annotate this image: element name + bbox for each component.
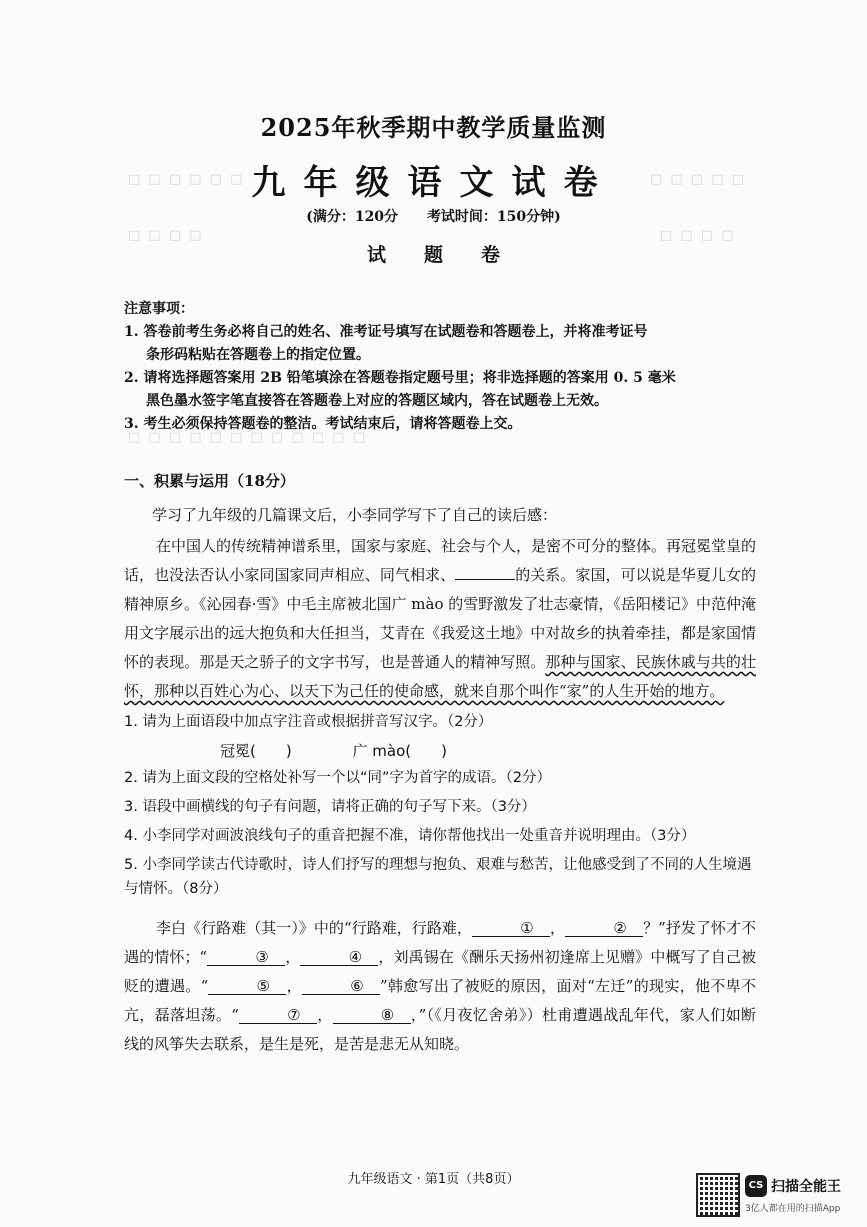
idiom-blank bbox=[455, 565, 515, 580]
qr-code-icon bbox=[696, 1173, 740, 1217]
fill-blank-4: ④ bbox=[300, 949, 378, 966]
note-item: 黑色墨水签字笔直接答在答题卷上对应的答题区域内，答在试题卷上无效。 bbox=[146, 393, 608, 409]
passage-intro: 学习了九年级的几篇课文后，小李同学写下了自己的读后感： bbox=[152, 506, 558, 524]
fill-blank-3: ③ bbox=[207, 949, 285, 966]
bleed-through-text: □ □ □ □ bbox=[128, 228, 204, 243]
q1-item-b: 广 mào( ) bbox=[352, 742, 447, 760]
passage-text: 的关系。家国，可以说是华夏儿女的精神原乡。《沁园春·雪》中毛主席被北国广 mào 的雪野激发了壮志豪情，《岳阳楼记》中范仲淹用文字展示出的远大抱负和大任担当，艾青在《我爱这土地》中对故乡的执着牵挂，都是家国情怀的表现。那是天之骄子的文字书写，也是普通人的精神写照。 bbox=[124, 566, 756, 671]
notes-heading: 注意事项： bbox=[124, 301, 194, 317]
poem-text: ，”（《月夜忆舍弟》）杜甫遭遇战乱年代，家人们如断线的风筝失去联系，是生是死，是苦是悲无从知晓。 bbox=[124, 1006, 757, 1053]
wavy-underlined-sentence: 那种与国家、民族休戚与共的壮怀，那种以百姓心为心、以天下为己任的使命感，就来自那个叫作“家”的人生开始的地方。 bbox=[124, 653, 756, 700]
fill-blank-5: ⑤ bbox=[208, 978, 286, 995]
exam-title: 2025年秋季期中教学质量监测 bbox=[260, 113, 607, 142]
full-score: (满分：120分 bbox=[306, 209, 399, 225]
notes-block bbox=[124, 298, 764, 436]
note-item: 2. 请将选择题答案用 2B 铅笔填涂在答题卷指定题号里；将非选择题的答案用 0. 5 毫米 bbox=[124, 370, 676, 386]
question-4: 4. 小李同学对画波浪线句子的重音把握不准，请你帮他找出一处重音并说明理由。（3分） bbox=[124, 828, 696, 844]
fill-blank-6: ⑥ bbox=[302, 978, 380, 995]
poem-text: ？”抒发了怀才不遇的情怀；“ bbox=[124, 919, 757, 966]
poem-text: ，刘禹锡在《酬乐天扬州初逢席上见赠》中概写了自己被贬的遭遇。“ bbox=[124, 948, 756, 995]
fill-blank-8: ⑧ bbox=[333, 1007, 411, 1024]
poem-text: ”韩愈写出了被贬的原因，面对“左迁”的现实，他不卑不亢，磊落坦荡。“ bbox=[124, 977, 756, 1024]
fill-blank-1: ① bbox=[472, 920, 550, 937]
section-title: 试题卷 bbox=[366, 244, 538, 266]
question-3: 3. 语段中画横线的句子有问题，请将正确的句子写下来。（3分） bbox=[124, 799, 536, 815]
poem-fill-in: 李白《行路难（其一）》中的“行路难，行路难， ① ， ② ？”抒发了怀才不遇的情怀；“ ③ ， ④ ，刘禹锡在《酬乐天扬州初逢席上见赠》中概写了自己被贬的遭遇。“ ⑤ ， ⑥ ”韩愈写出了被贬的原因，面对“左迁”的现实，他不卑不亢，磊落坦荡。“ ⑦ ， ⑧ ，”（《月夜忆舍弟》）杜甫遭遇战乱年代，家人们如断线的风筝失去联系，是生是死，是苦是悲无从知晓。 bbox=[124, 919, 757, 1053]
app-watermark-tagline: 3亿人都在用的扫描App bbox=[745, 1204, 841, 1214]
question-1: 1. 请为上面语段中加点字注音或根据拼音写汉字。（2分） bbox=[124, 714, 493, 730]
passage-text: 在中国人的传统精神谱系里，国家与家庭、社会与个人，是密不可分的整体。再冠冕堂皇的话，也没法否认小家同国家同声相应、同气相求、 bbox=[124, 537, 757, 584]
question-1-items bbox=[220, 740, 503, 761]
note-item: 1. 答卷前考生务必将自己的姓名、准考证号填写在试题卷和答题卷上，并将准考证号 bbox=[124, 324, 648, 340]
poem-text: 李白《行路难（其一）》中的“行路难，行路难， bbox=[156, 919, 472, 937]
page-footer: 九年级语文 · 第1页（共8页） bbox=[347, 1172, 520, 1187]
exam-time: 考试时间：150分钟) bbox=[426, 209, 561, 225]
question-2: 2. 请为上面文段的空格处补写一个以“同”字为首字的成语。（2分） bbox=[124, 770, 551, 786]
fill-blank-2: ② bbox=[565, 920, 643, 937]
note-item: 3. 考生必须保持答题卷的整洁。考试结束后，请将答题卷上交。 bbox=[124, 416, 522, 432]
section-heading: 一、积累与运用（18分） bbox=[124, 472, 295, 490]
fill-blank-7: ⑦ bbox=[239, 1007, 317, 1024]
q1-item-a: 冠冕( ) bbox=[220, 742, 292, 760]
reading-passage bbox=[124, 532, 756, 706]
camscanner-logo-icon: CS bbox=[745, 1175, 767, 1197]
exam-meta bbox=[0, 206, 867, 226]
bleed-through-text: □ □ □ □ □ bbox=[650, 172, 746, 187]
exam-subject-title: 九年级语文试卷 bbox=[251, 163, 616, 203]
bleed-through-text: □ □ □ □ □ □ bbox=[128, 172, 245, 187]
bleed-through-text: □ □ □ □ □ □ □ □ □ □ □ □ bbox=[128, 430, 367, 445]
bleed-through-text: □ □ □ □ bbox=[660, 228, 736, 243]
question-5: 5. 小李同学读古代诗歌时，诗人们抒写的理想与抱负、艰难与愁苦，让他感受到了不同的人生境遇与情怀。（8分） bbox=[124, 857, 752, 897]
note-item: 条形码粘贴在答题卷上的指定位置。 bbox=[146, 347, 370, 363]
app-watermark-name: 扫描全能王 bbox=[771, 1179, 841, 1195]
